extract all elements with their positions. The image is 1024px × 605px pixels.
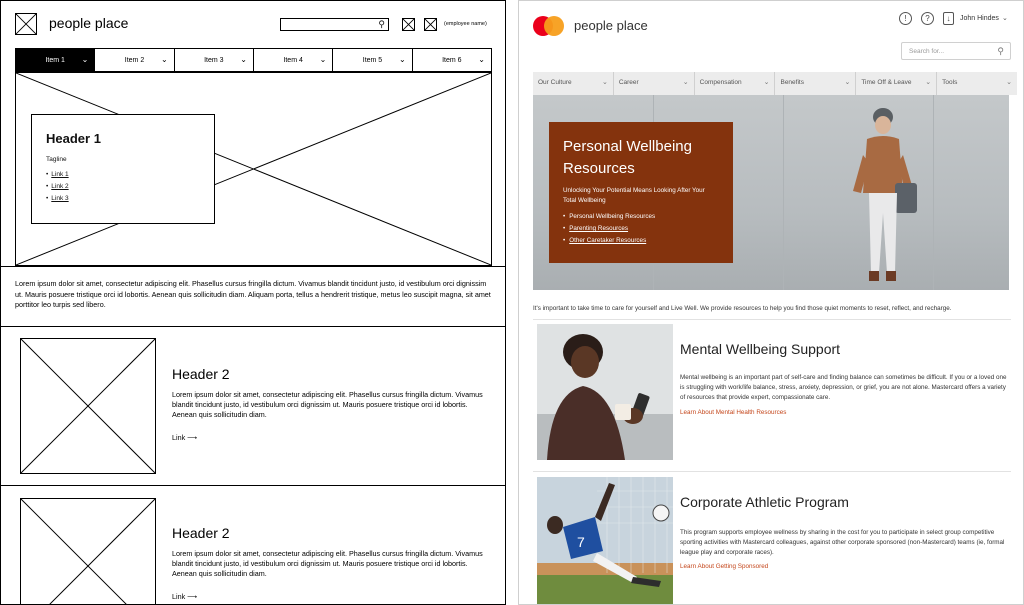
nav-item-6[interactable] — [412, 49, 491, 71]
section-header: Header 2 — [172, 525, 230, 541]
chevron-down-icon: ⌄ — [240, 55, 247, 64]
nav-item-label: Item 1 — [45, 56, 65, 64]
chevron-down-icon: ⌄ — [601, 79, 608, 86]
section-image-placeholder — [20, 338, 156, 474]
nav-item-label: Tools — [942, 79, 958, 86]
nav-item-career[interactable] — [613, 72, 694, 95]
wireframe-panel — [0, 0, 506, 605]
hero-link[interactable]: • Other Caretaker Resources — [563, 237, 719, 244]
nav-item-label: Item 3 — [204, 56, 224, 64]
chevron-down-icon: ⌄ — [319, 55, 327, 64]
section-link[interactable]: Link ⟶ — [172, 433, 198, 442]
section-paragraph: Lorem ipsum dolor sit amet, consectetur adipiscing elit. Phasellus cursus fringilla dictum. Vivamus blandit tincidunt justo, id vestibulum orci dignissim ut. Mauris posuere tristique orci id lobortis. Aenean quis sollicitudin diam. — [172, 390, 483, 419]
section-paragraph: This program supports employee wellness by sharing in the cost for you to participate in select group competitive sporting activities with Mastercard colleagues, against other corporate sponsored (non-Mastercard) teams (ie, formal league play and corporate races). — [680, 529, 1005, 556]
logo-placeholder-icon[interactable] — [15, 13, 37, 35]
nav-item-benefits[interactable] — [774, 72, 855, 95]
section-link[interactable]: Learn About Mental Health Resources — [680, 409, 787, 416]
wireframe-header — [1, 1, 505, 48]
nav-item-label: Benefits — [780, 79, 804, 86]
hero-tagline: Tagline — [46, 156, 67, 163]
chevron-down-icon: ⌄ — [925, 79, 932, 86]
hero-link[interactable]: • Personal Wellbeing Resources — [563, 213, 719, 220]
hero-card — [31, 114, 215, 224]
nav-item-5[interactable] — [332, 49, 411, 71]
divider — [1, 326, 506, 327]
search-input[interactable] — [280, 18, 389, 31]
nav-item-label: Item 2 — [124, 56, 145, 64]
nav-item-time-off[interactable] — [855, 72, 936, 95]
app-title: people place — [574, 18, 648, 33]
hero-card — [549, 122, 733, 263]
nav-item-our-culture[interactable] — [533, 72, 613, 95]
search-placeholder: Search for... — [909, 48, 945, 55]
chevron-down-icon: ⌄ — [398, 55, 406, 64]
icon-placeholder-2-icon[interactable] — [424, 18, 437, 31]
hero-link[interactable]: • Parenting Resources — [563, 225, 719, 232]
chevron-down-icon: ⌄ — [682, 79, 689, 86]
athletic-program-photo — [537, 477, 673, 605]
svg-text:7: 7 — [577, 534, 585, 550]
woman-photo-icon — [843, 103, 923, 287]
nav-item-1[interactable] — [16, 49, 94, 71]
search-input[interactable] — [901, 42, 1011, 60]
nav-item-label: Career — [618, 79, 639, 86]
alert-icon[interactable]: ! — [899, 12, 912, 25]
section-link[interactable]: Link ⟶ — [172, 592, 198, 601]
hero-tagline: Unlocking Your Potential Means Looking After Your Total Wellbeing — [563, 187, 705, 204]
section-header: Header 2 — [172, 366, 230, 382]
chevron-down-icon: ⌄ — [478, 55, 485, 64]
nav-item-label: Time Off & Leave — [861, 79, 912, 86]
mental-wellbeing-photo — [537, 324, 673, 460]
nav-item-4[interactable] — [253, 49, 332, 71]
nav-item-2[interactable] — [94, 49, 173, 71]
chevron-down-icon: ⌄ — [844, 79, 851, 86]
user-name[interactable]: John Hindes — [960, 15, 999, 22]
intro-paragraph: Lorem ipsum dolor sit amet, consectetur adipiscing elit. Phasellus cursus fringilla dictum. Vivamus blandit tincidunt justo, id vestibulum orci dignissim ut. Mauris posuere tristique orci id lobortis. Aenean quis sollicitudin diam. Aliquam porta, tellus a hendrerit tristique, metus leo suscipit magna, sit amet porttitor leo turpis sed libero. — [15, 279, 491, 309]
chevron-down-icon: ⌄ — [81, 55, 89, 64]
search-icon[interactable]: ⚲ — [997, 46, 1004, 56]
hero-link-list — [563, 213, 719, 244]
app-title: people place — [49, 15, 129, 31]
nav-item-label: Our Culture — [538, 79, 572, 86]
divider — [533, 471, 1011, 472]
chevron-down-icon: ⌄ — [160, 55, 168, 64]
intro-paragraph: It's important to take time to care for yourself and Live Well. We provide resources to help you find those quiet moments to reset, reflect, and recharge. — [533, 305, 952, 312]
nav-item-3[interactable] — [174, 49, 253, 71]
employee-name[interactable]: (employee name) — [444, 21, 487, 27]
soccer-player-icon — [537, 477, 673, 605]
section-image-placeholder — [20, 498, 156, 605]
chevron-down-icon[interactable]: ⌄ — [1002, 15, 1008, 22]
divider — [1, 485, 506, 486]
nav-item-tools[interactable] — [936, 72, 1017, 95]
section-header: Corporate Athletic Program — [680, 494, 849, 510]
section-link[interactable]: Learn About Getting Sponsored — [680, 563, 769, 570]
hero-link[interactable]: • Link 3 — [46, 195, 200, 202]
divider — [533, 319, 1011, 320]
wireframe-nav — [15, 48, 492, 72]
hero-link[interactable]: • Link 2 — [46, 183, 200, 190]
section-paragraph: Lorem ipsum dolor sit amet, consectetur adipiscing elit. Phasellus cursus fringilla dictum. Vivamus blandit tincidunt justo, id vestibulum orci dignissim ut. Mauris posuere tristique orci id lobortis. Aenean quis sollicitudin diam. — [172, 549, 483, 578]
hero-link-list — [46, 171, 200, 202]
nav-item-label: Item 5 — [362, 56, 383, 64]
mockup-panel — [518, 0, 1024, 605]
nav-item-label: Item 6 — [442, 56, 462, 64]
hero-title: Personal Wellbeing Resources — [563, 138, 692, 177]
help-icon[interactable]: ? — [921, 12, 934, 25]
main-nav — [533, 72, 1017, 95]
section-header: Mental Wellbeing Support — [680, 341, 841, 357]
divider — [1, 266, 506, 267]
nav-item-label: Compensation — [699, 79, 742, 86]
section-paragraph: Mental wellbeing is an important part of self-care and finding balance can sometimes be difficult. If you or a loved one is struggling with work/life balance, stress, anxiety, depression, or grief, you are not alone. Mastercard offers a variety of resources that provide expert, compassionate care. — [680, 374, 1007, 401]
chevron-down-icon: ⌄ — [763, 79, 770, 86]
download-icon[interactable]: ↓ — [943, 12, 954, 25]
icon-placeholder-1-icon[interactable] — [402, 18, 415, 31]
nav-item-label: Item 4 — [283, 56, 303, 64]
person-with-phone-icon — [537, 324, 673, 460]
hero-header: Header 1 — [46, 131, 101, 146]
mastercard-logo-icon[interactable] — [533, 16, 565, 38]
hero-link[interactable]: • Link 1 — [46, 171, 200, 178]
nav-item-compensation[interactable] — [694, 72, 775, 95]
chevron-down-icon: ⌄ — [1006, 79, 1012, 86]
search-icon[interactable]: ⚲ — [378, 19, 385, 29]
